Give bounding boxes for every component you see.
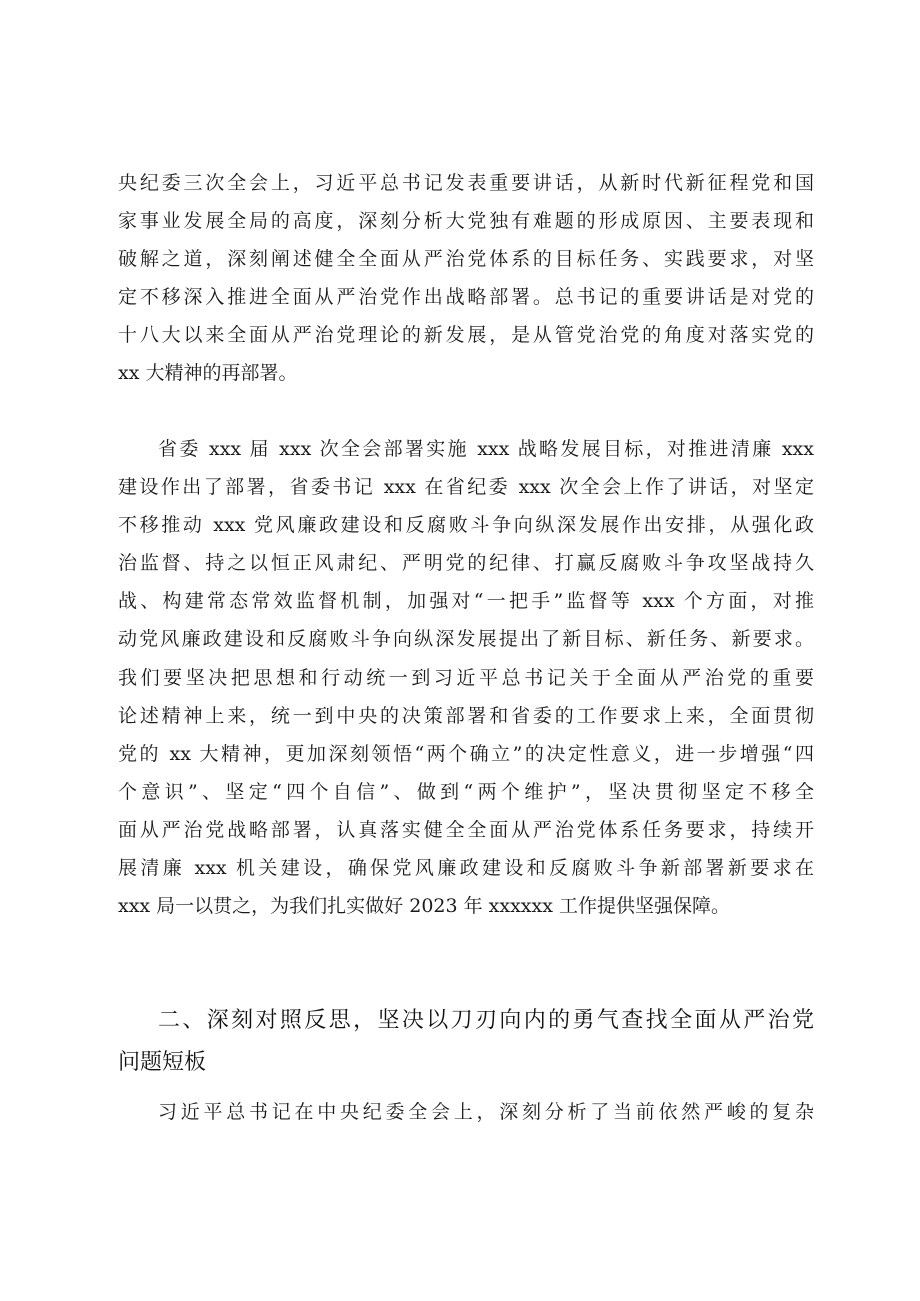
paragraph-1-line-5: 十八大以来全面从严治党理论的新发展，是从管党治党的角度对落实党的 bbox=[118, 324, 814, 347]
paragraph-2-line-10: 个意识”、坚定“四个自信”、做到“两个维护”，坚决贯彻坚定不移全 bbox=[118, 780, 814, 803]
paragraph-1-line-1: 央纪委三次全会上，习近平总书记发表重要讲话，从新时代新征程党和国 bbox=[118, 172, 814, 194]
paragraph-2 bbox=[118, 430, 814, 925]
paragraph-2-line-7: 我们要坚决把思想和行动统一到习近平总书记关于全面从严治党的重要 bbox=[118, 666, 814, 689]
paragraph-2-line-2: 建设作出了部署，省委书记 xxx 在省纪委 xxx 次全会上作了讲话，对坚定 bbox=[118, 476, 814, 499]
paragraph-2-line-6: 动党风廉政建设和反腐败斗争向纵深发展提出了新目标、新任务、新要求。 bbox=[118, 628, 814, 651]
section-heading-2-line-2: 问题短板 bbox=[118, 1050, 207, 1075]
paragraph-1 bbox=[118, 164, 814, 393]
paragraph-2-line-12: 展清廉 xxx 机关建设，确保党风廉政建设和反腐败斗争新部署新要求在 bbox=[118, 857, 814, 880]
section-heading-2 bbox=[118, 1000, 814, 1084]
paragraph-1-line-2: 家事业发展全局的高度，深刻分析大党独有难题的形成原因、主要表现和 bbox=[118, 210, 814, 233]
paragraph-2-line-11: 面从严治党战略部署，认真落实健全全面从严治党体系任务要求，持续开 bbox=[118, 818, 814, 841]
paragraph-2-line-8: 论述精神上来，统一到中央的决策部署和省委的工作要求上来，全面贯彻 bbox=[118, 704, 814, 727]
paragraph-2-line-9: 党的 xx 大精神，更加深刻领悟“两个确立”的决定性意义，进一步增强“四 bbox=[118, 742, 814, 765]
paragraph-2-line-13: xxx 局一以贯之，为我们扎实做好 2023 年 xxxxxx 工作提供坚强保障。 bbox=[118, 895, 730, 918]
paragraph-2-line-1: 省委 xxx 届 xxx 次全会部署实施 xxx 战略发展目标，对推进清廉 xxx bbox=[158, 438, 814, 460]
paragraph-1-line-6: xx 大精神的再部署。 bbox=[118, 362, 298, 385]
paragraph-2-line-3: 不移推动 xxx 党风廉政建设和反腐败斗争向纵深发展作出安排，从强化政 bbox=[118, 514, 814, 537]
paragraph-1-line-3: 破解之道，深刻阐述健全全面从严治党体系的目标任务、实践要求，对坚 bbox=[118, 248, 814, 271]
paragraph-2-line-5: 战、构建常态常效监督机制，加强对“一把手”监督等 xxx 个方面，对推 bbox=[118, 590, 814, 613]
paragraph-1-line-4: 定不移深入推进全面从严治党作出战略部署。总书记的重要讲话是对党的 bbox=[118, 286, 814, 309]
section-heading-2-line-1: 二、深刻对照反思，坚决以刀刃向内的勇气查找全面从严治党 bbox=[158, 1008, 814, 1033]
paragraph-3-line-1: 习近平总书记在中央纪委全会上，深刻分析了当前依然严峻的复杂 bbox=[158, 1101, 814, 1123]
paragraph-3 bbox=[118, 1093, 814, 1131]
paragraph-2-line-4: 治监督、持之以恒正风肃纪、严明党的纪律、打赢反腐败斗争攻坚战持久 bbox=[118, 552, 814, 575]
